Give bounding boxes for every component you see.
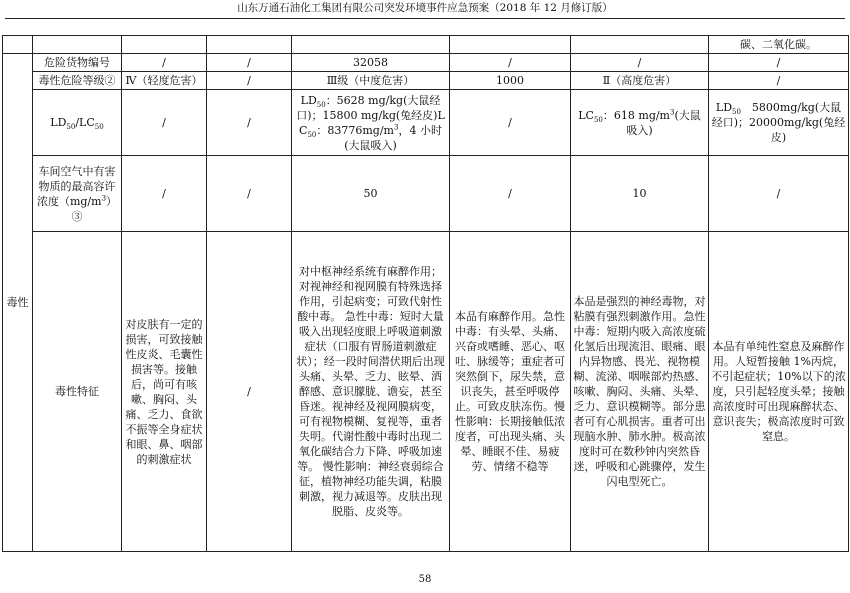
cell-tox-methanol: 对中枢神经系统有麻醉作用；对视神经和视网膜有特殊选择作用，引起病变；可致代射性酸中毒。 急性中毒：短时大量吸入出现轻度眼上呼吸道刺激症状（口服有胃肠道刺激症状）；经一段时间潜伏期后出现头痛、头晕、乏力、眩晕、酒醉感、意识朦胧、谵妄，甚至昏迷。视神经及视网膜病变，可有视物模糊、复视等，重者失明。代谢性酸中毒时出现二氧化碳结合力下降、呼吸加速等。 慢性影响：神经衰弱综合征，植物神经功能失调，粘膜刺激，视力减退等。皮肤出现脱脂、皮炎等。 [292, 232, 450, 552]
cell-value: Ⅲ级（中度危害） [292, 72, 450, 90]
cell-value: / [450, 90, 571, 156]
cell-value: / [122, 54, 207, 72]
label-text: /LC [75, 116, 95, 129]
cell-value: 50 [292, 156, 450, 232]
table-row-ld50-lc50 [3, 90, 849, 156]
subscript: 50 [732, 108, 741, 117]
superscript: 3 [393, 122, 399, 131]
label-text: 车间空气中有害物质的最高容许浓度（mg/m [36, 164, 116, 208]
document-header: 山东万通石油化工集团有限公司突发环境事件应急预案（2018 年 12 月修订版） [237, 2, 613, 14]
cell-empty [292, 36, 450, 54]
table-row-continuation [3, 36, 849, 54]
cell-value: / [122, 90, 207, 156]
superscript: 3 [101, 193, 107, 202]
cell-value: 32058 [292, 54, 450, 72]
category-cell-toxicity: 毒性 [3, 54, 33, 552]
label-toxicity-characteristics: 毒性特征 [33, 232, 122, 552]
cell-empty [3, 36, 33, 54]
table-row-dangerous-goods-number [3, 54, 849, 72]
cell-value: / [450, 54, 571, 72]
superscript: 3 [670, 107, 675, 116]
label-toxic-hazard-level: 毒性危险等级② [33, 72, 122, 90]
header-rule [5, 18, 845, 19]
cell-value: 10 [571, 156, 709, 232]
cell-value: / [709, 72, 849, 90]
hazard-properties-table [2, 35, 849, 552]
cell-value: / [207, 72, 292, 90]
subscript: 50 [316, 100, 326, 109]
cell-tox-col1: 对皮肤有一定的损害，可致接触性皮炎、毛囊性损害等。接触后，尚可有咳嗽、胸闷、头痛、乏力、食欲不振等全身症状和眼、鼻、咽部的刺激症状 [122, 232, 207, 552]
cell-empty [571, 36, 709, 54]
cell-lc50-h2s [571, 90, 709, 156]
cell-text: LC [578, 108, 594, 122]
cell-text: LD [715, 101, 733, 114]
cell-value: / [571, 54, 709, 72]
cell-text: ：83776mg/m [316, 123, 394, 137]
cell-value: 1000 [450, 72, 571, 90]
cell-tox-col4: 本品有麻醉作用。急性中毒：有头晕、头痛、兴奋或嗜睡、恶心、呕吐、脉缓等；重症者可突然倒下，尿失禁，意识丧失，甚至呼吸停止。可致皮肤冻伤。慢性影响：长期接触低浓度者，可出现头痛、头晕、睡眠不佳、易疲劳、情绪不稳等 [450, 232, 571, 552]
label-dangerous-goods-number: 危险货物编号 [33, 54, 122, 72]
subscript: 50 [307, 130, 317, 139]
cell-value: / [450, 156, 571, 232]
table-row-toxic-hazard-level [3, 72, 849, 90]
cell-value: / [207, 156, 292, 232]
cell-value: / [122, 156, 207, 232]
subscript: 50 [66, 123, 76, 132]
cell-value: / [207, 90, 292, 156]
page-number: 58 [418, 574, 432, 585]
cell-empty [207, 36, 292, 54]
cell-value: / [207, 232, 292, 552]
label-workplace-max-concentration [33, 156, 122, 232]
label-text: ）③ [71, 194, 118, 223]
cell-text: (大鼠吸入) [626, 108, 701, 137]
cell-value: Ⅳ（轻度危害） [122, 72, 207, 90]
cell-empty [33, 36, 122, 54]
cell-value: / [709, 156, 849, 232]
cell-value: / [207, 54, 292, 72]
cell-value: Ⅱ（高度危害） [571, 72, 709, 90]
cell-empty [450, 36, 571, 54]
cell-tox-propane: 本品有单纯性窒息及麻醉作用。人短暂接触 1%丙烷，不引起症状；10%以下的浓度，只引起轻度头晕；接触高浓度时可出现麻醉状态、意识丧失；极高浓度时可致窒息。 [709, 232, 849, 552]
cell-tox-h2s: 本品是强烈的神经毒物，对粘膜有强烈刺激作用。急性中毒：短期内吸入高浓度硫化氢后出现流泪、眼痛、眼内异物感、畏光、视物模糊、流涕、咽喉部灼热感、咳嗽、胸闷、头痛、头晕、乏力、意识模糊等。部分患者可有心肌损害。重者可出现脑水肿、肺水肿。极高浓度时可在数秒钟内突然昏迷，呼吸和心跳骤停，发生闪电型死亡。 [571, 232, 709, 552]
cell-text: LD [300, 93, 317, 107]
subscript: 50 [593, 115, 603, 124]
cell-ld50-methanol [292, 90, 450, 156]
cell-text: ：5628 mg/kg(大鼠经口)；15800 mg/kg(兔经皮)LC [296, 93, 445, 137]
label-text: LD [50, 116, 67, 129]
subscript: 50 [94, 123, 104, 132]
label-ld50-lc50 [33, 90, 122, 156]
cell-empty [122, 36, 207, 54]
cell-value: / [709, 54, 849, 72]
cell-col6-continuation: 碳、二氧化碳。 [709, 36, 849, 54]
cell-ld50-col6 [709, 90, 849, 156]
cell-text: ，4 小时(大鼠吸入) [344, 123, 442, 152]
table-row-toxicity-characteristics [3, 232, 849, 552]
cell-text: ：618 mg/m [602, 108, 670, 122]
table-row-workplace-limit [3, 156, 849, 232]
cell-text: 5800mg/kg(大鼠经口)；20000mg/kg(兔经皮) [711, 101, 846, 144]
